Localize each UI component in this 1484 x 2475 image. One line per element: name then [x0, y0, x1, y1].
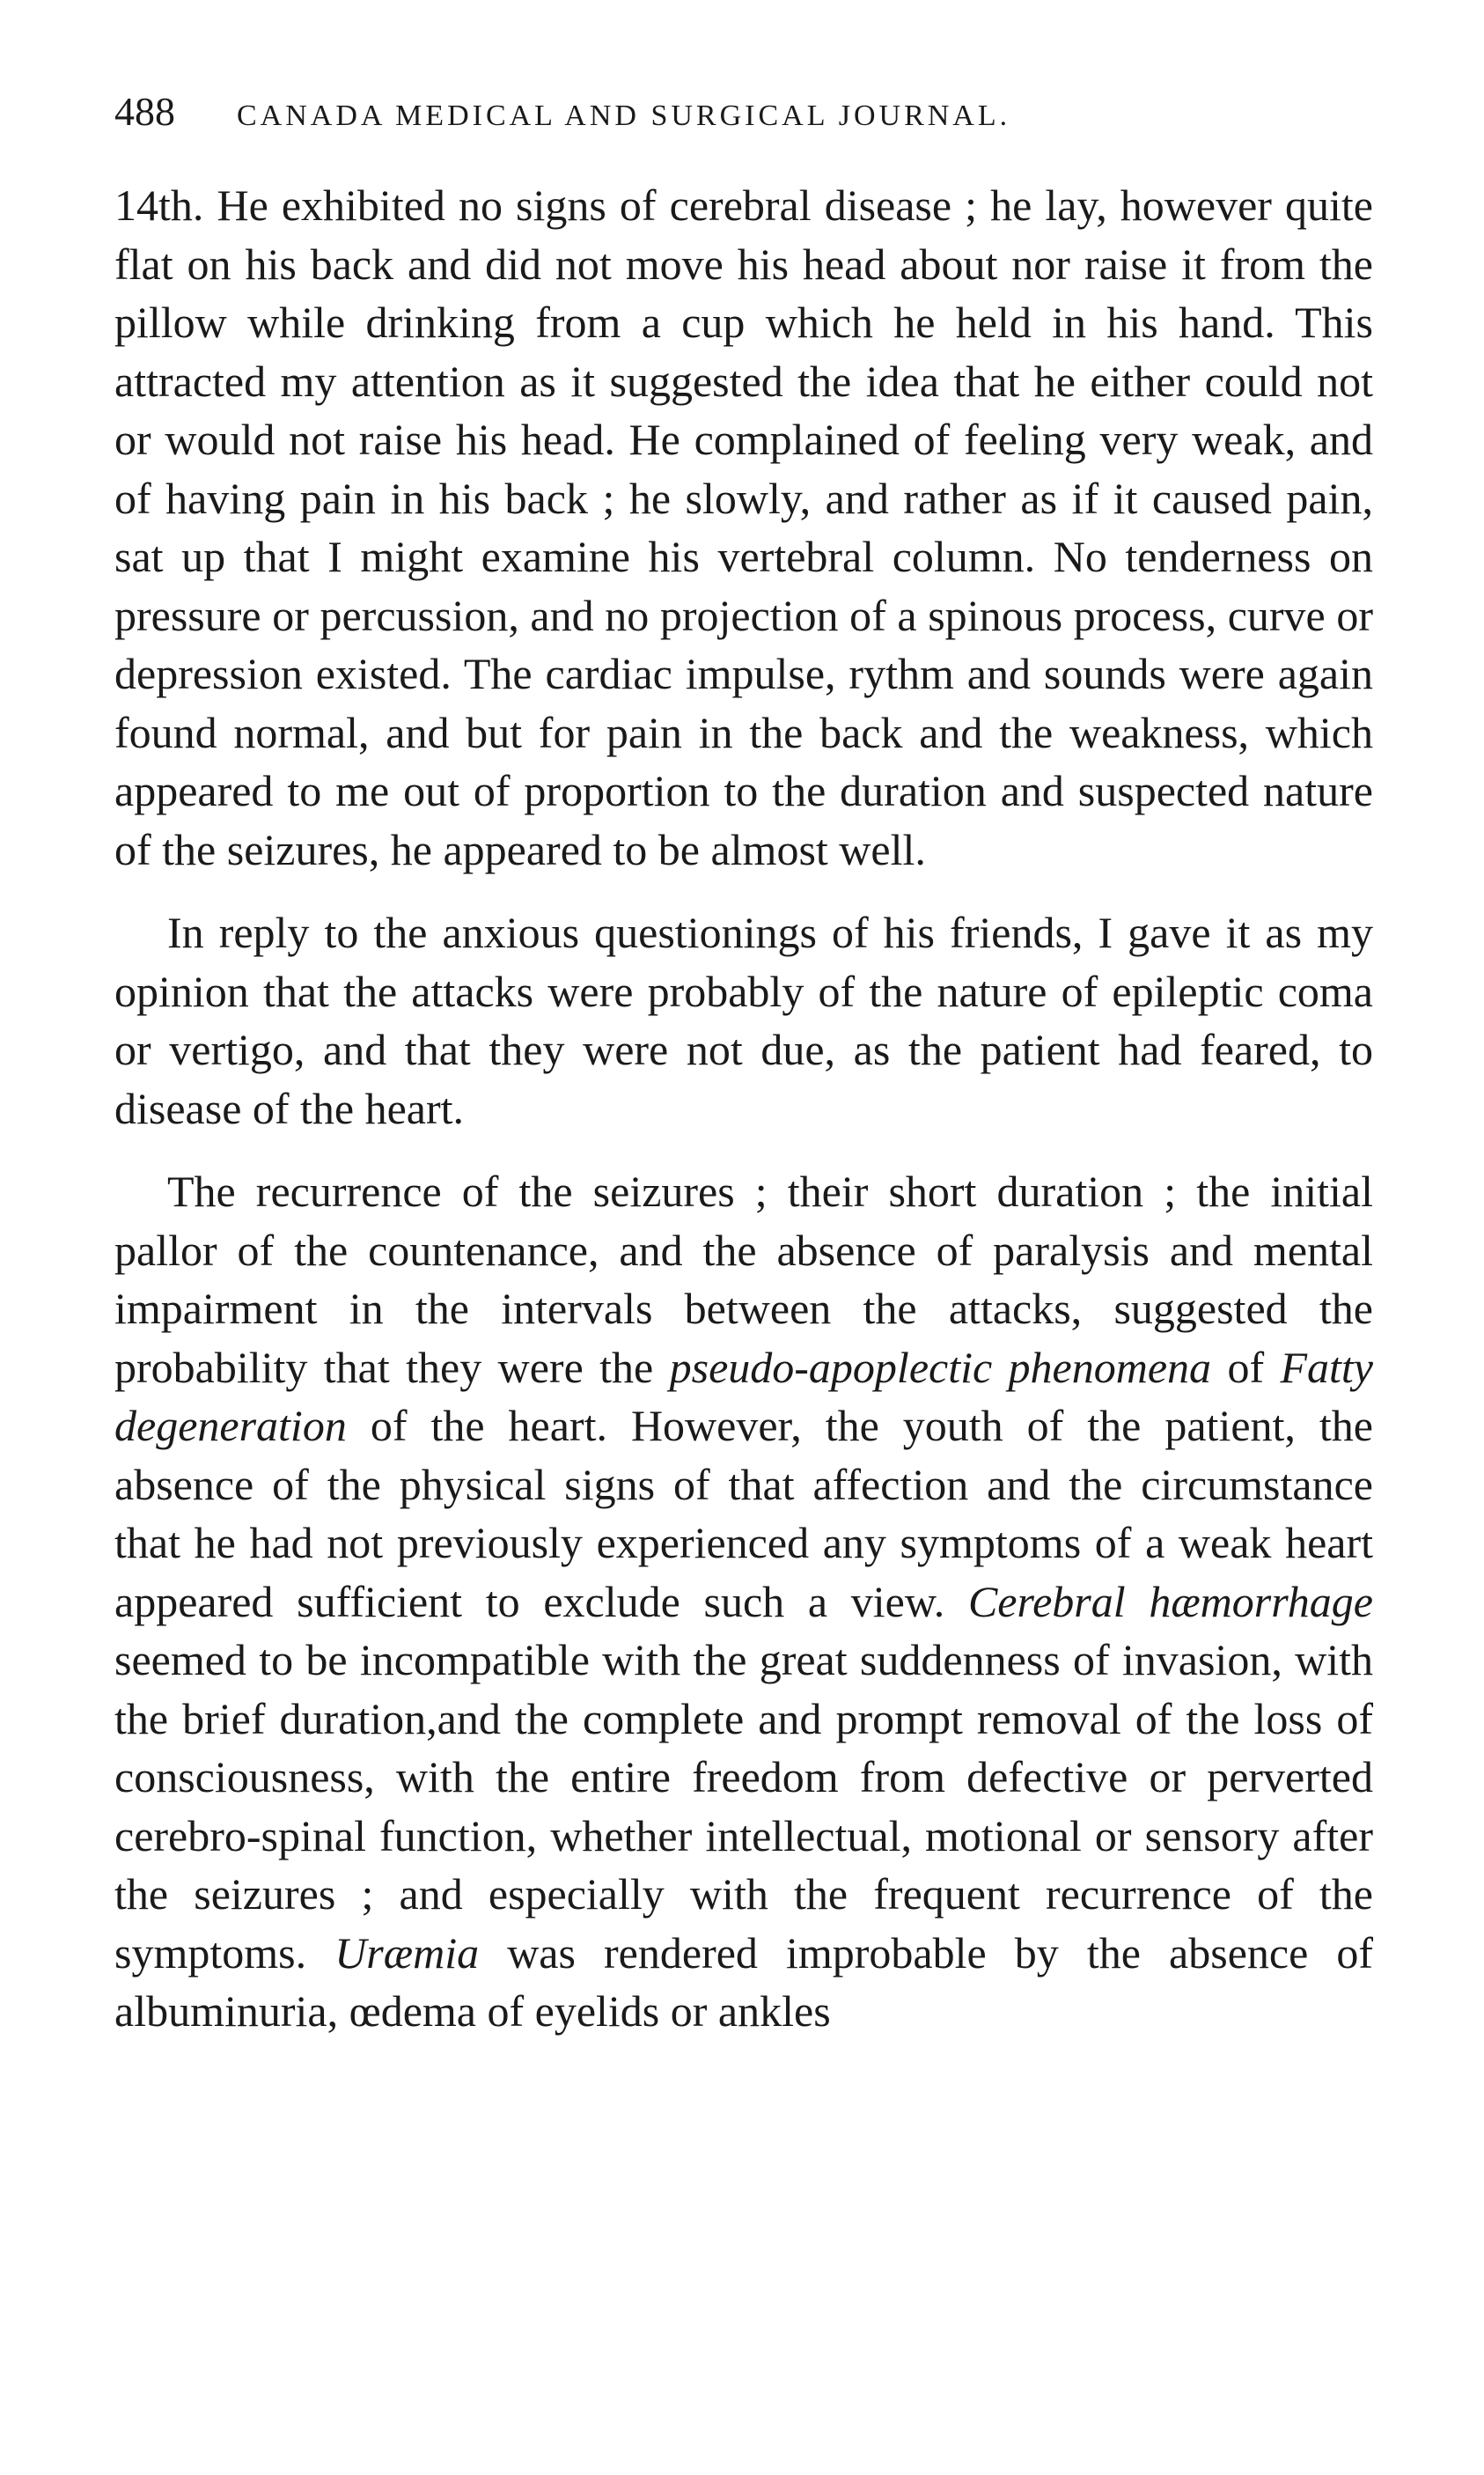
- italic-term-fatty-degeneration: Fatty degeneration: [114, 1342, 1374, 1450]
- document-page: [114, 88, 1373, 2041]
- paragraph-2: In reply to the anxious questionings of his friends, I gave it as my opinion that the attacks were probably of the nature of epileptic coma or vertigo, and that they were not due, as the patient had feared, to disease of the heart.: [114, 908, 1373, 1133]
- paragraph-3-text: seemed to be incompatible with the great suddenness of invasion, with the brief duration,and the complete and prompt removal of the loss of consciousness, with the entire freedom from defective or perverted cerebro-spinal function, whether intellectual, motional or sensory after the seizures ; and especially with the frequent recurrence of the symptoms.: [114, 1635, 1373, 1978]
- running-head: [114, 88, 1373, 150]
- page-number: 488: [114, 89, 175, 134]
- paragraph-3-text: was rendered improbable by the absence of albuminuria, œdema of eyelids or ankles: [114, 1927, 1374, 2036]
- italic-term-cerebral-haemorrhage: Cerebral hæmorrhage: [967, 1576, 1373, 1626]
- paragraph-3-text: of: [1211, 1342, 1281, 1392]
- journal-title: CANADA MEDICAL AND SURGICAL JOURNAL.: [237, 99, 1011, 132]
- paragraph-1: 14th. He exhibited no signs of cerebral disease ; he lay, however quite flat on his back and did not move his head about nor raise it from the pillow while drinking from a cup which he held in his hand. This attracted my attention as it suggested the idea that he either could not or would not raise his head. He complained of feeling very weak, and of having pain in his back ; he slowly, and rather as if it caused pain, sat up that I might examine his vertebral column. No tenderness on pressure or percussion, and no projection of a spinous process, curve or depression existed. The cardiac impulse, rythm and sounds were again found normal, and but for pain in the back and the weakness, which appeared to me out of proportion to the duration and suspected nature of the seizures, he appeared to be almost well.: [114, 180, 1373, 874]
- italic-term-pseudo-apoplectic: pseudo-apoplectic phenomena: [669, 1342, 1212, 1392]
- italic-term-uraemia: Uræmia: [334, 1927, 480, 1978]
- paragraph-3-text: of the heart. However, the youth of the patient, the absence of the physical signs of that affection and the circumstance that he had not previously experienced any symptoms of a weak heart appeared sufficient to exclude such a view.: [114, 1401, 1373, 1626]
- paragraph-3-text: The recurrence of the seizures ; their short duration ; the initial pallor of the countenance, and the absence of paralysis and mental impairment in the intervals between the attacks, suggested the probability that they were the: [114, 1167, 1373, 1392]
- paragraph-3: [114, 1162, 1373, 2041]
